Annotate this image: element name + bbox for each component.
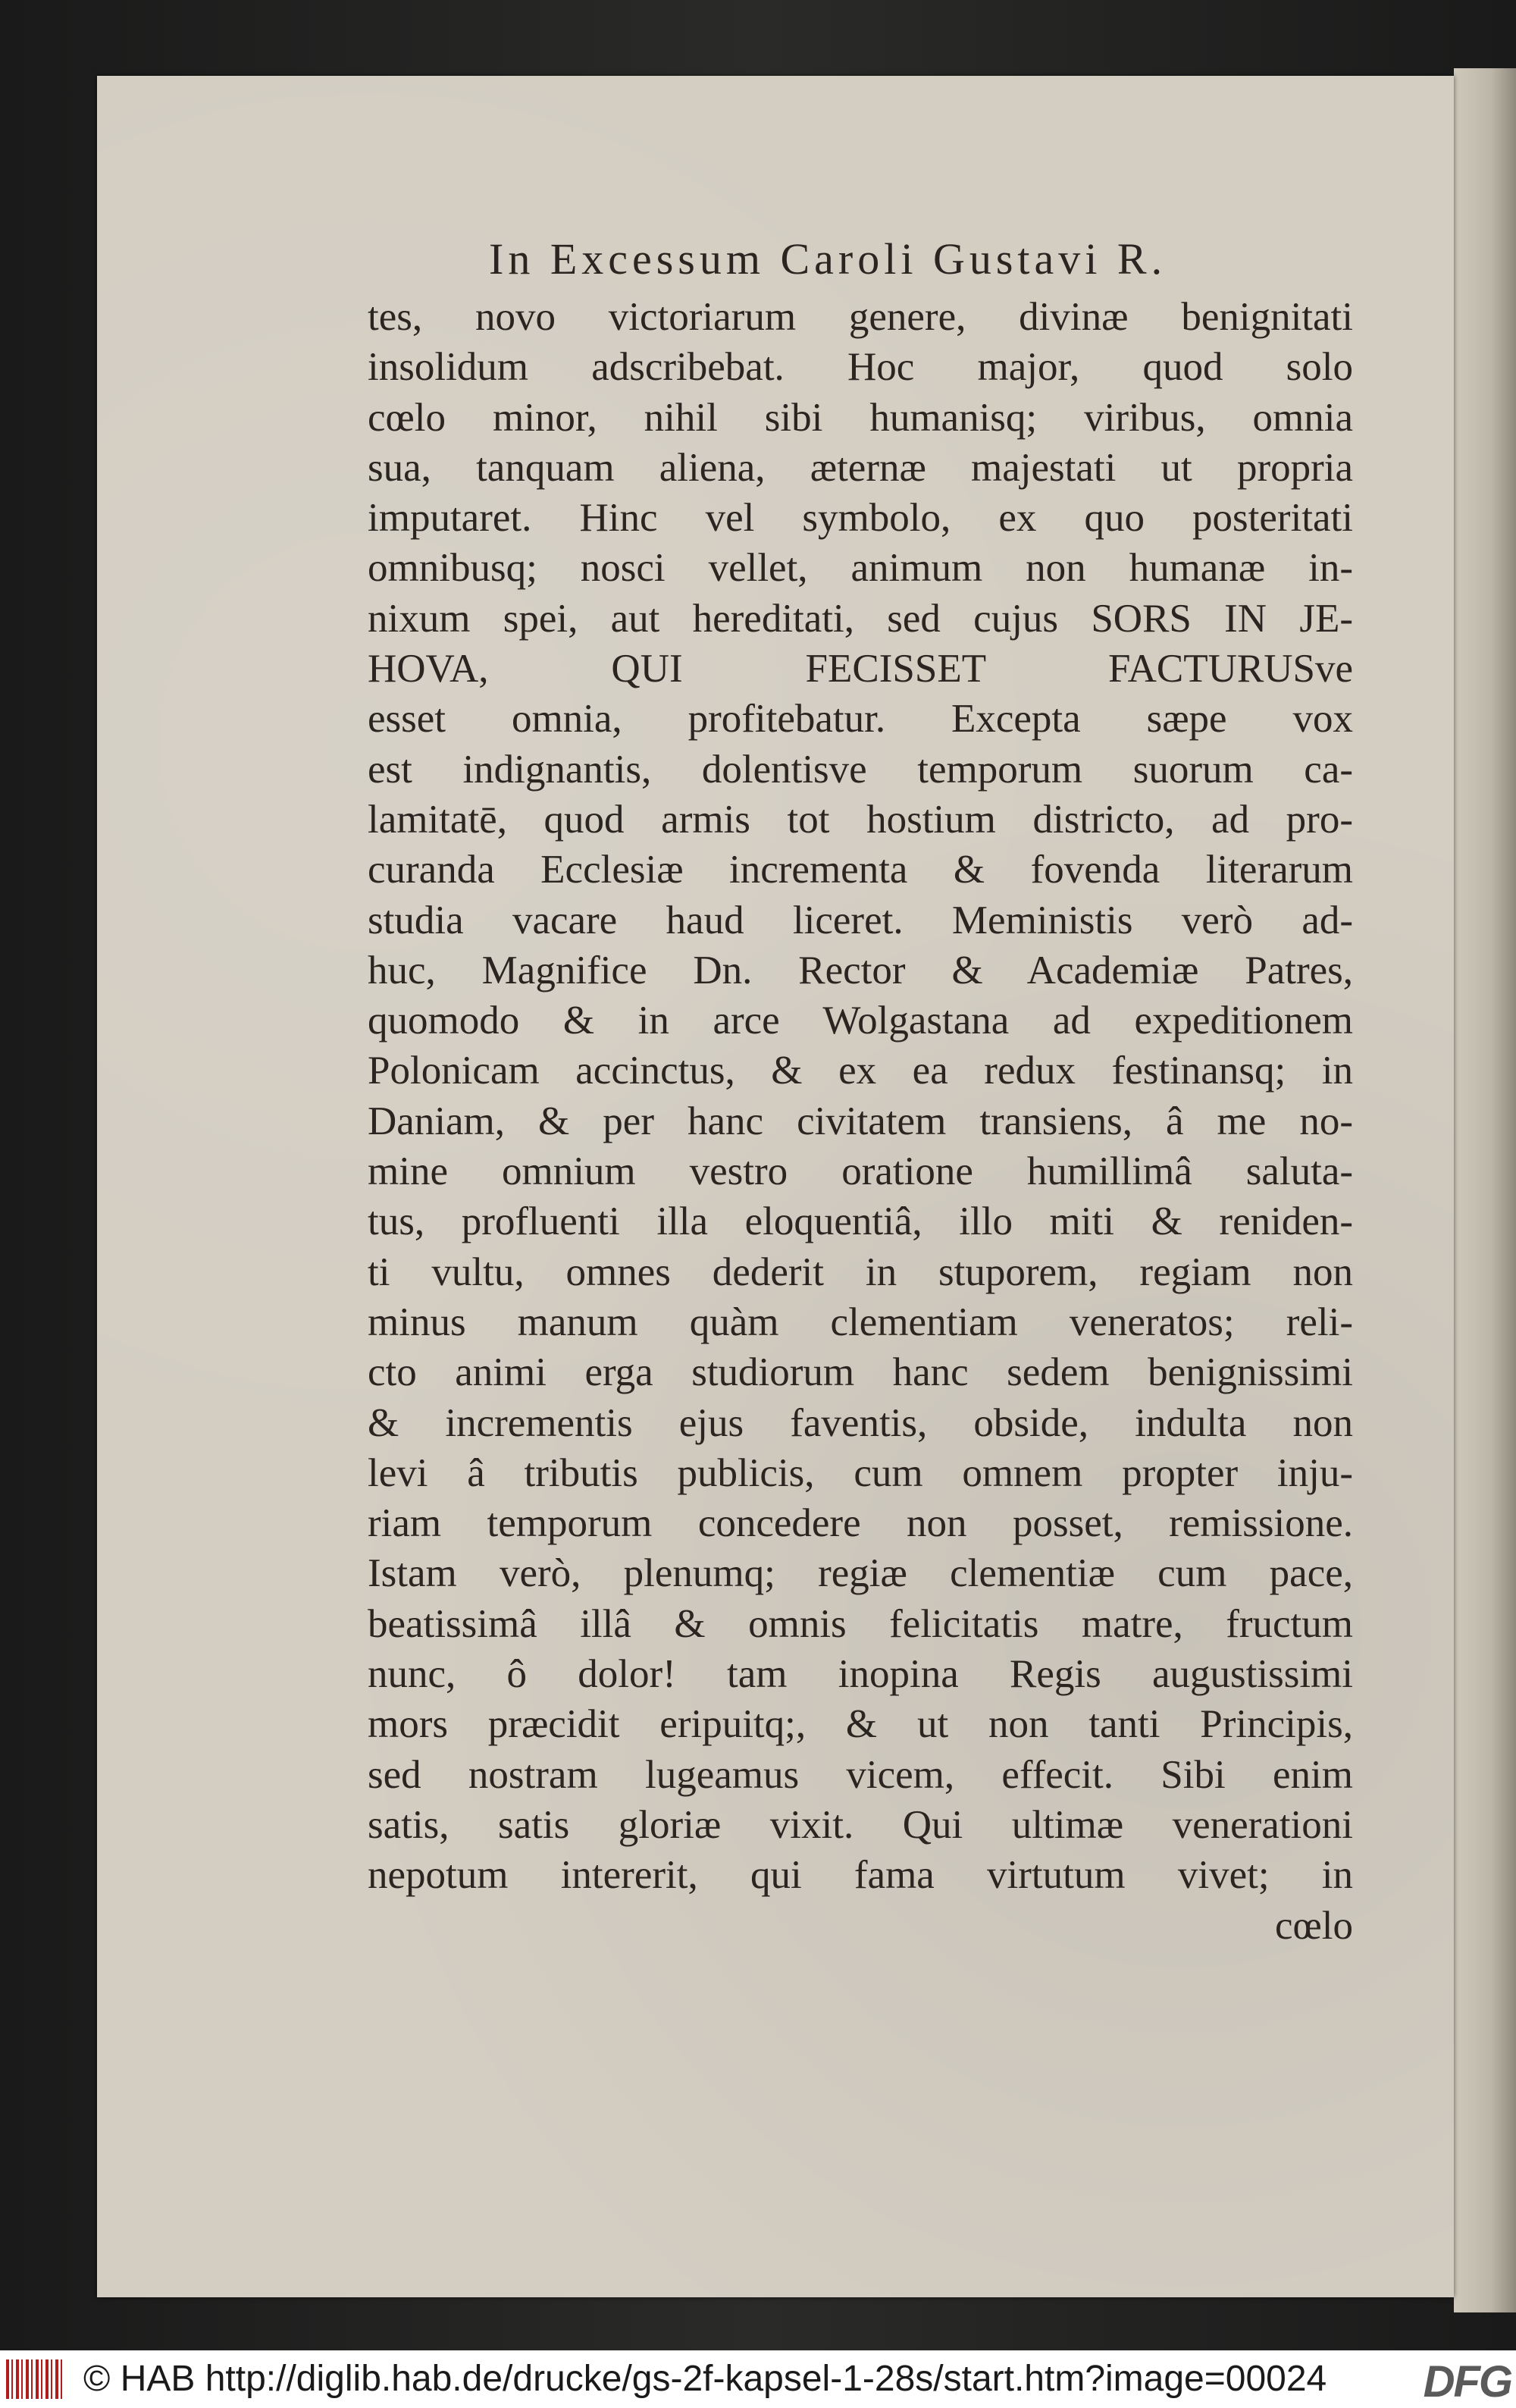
text-line: nepotum intererit, qui fama virtutum vivet; in (368, 1853, 1353, 1898)
text-line: sed nostram lugeamus vicem, effecit. Sibi enim (368, 1752, 1353, 1797)
text-line: mine omnium vestro oratione humillimâ saluta- (368, 1149, 1353, 1194)
text-line: cto animi erga studiorum hanc sedem benignissimi (368, 1350, 1353, 1395)
text-line: satis, satis gloriæ vixit. Qui ultimæ venerationi (368, 1802, 1353, 1847)
text-line: nunc, ô dolor! tam inopina Regis augustissimi (368, 1652, 1353, 1697)
copyright-link[interactable]: © HAB http://diglib.hab.de/drucke/gs-2f-kapsel-1-28s/start.htm?image=00024 (83, 2359, 1327, 2399)
text-line: studia vacare haud liceret. Meministis verò ad- (368, 898, 1353, 942)
footer-bar (0, 2350, 1516, 2408)
text-line: esset omnia, profitebatur. Excepta sæpe vox (368, 697, 1353, 742)
running-header: In Excessum Caroli Gustavi R. (489, 234, 1167, 284)
catchword: cœlo (1274, 1903, 1353, 1948)
text-line: sua, tanquam aliena, æternæ majestati ut propria (368, 445, 1353, 490)
text-line: levi â tributis publicis, cum omnem propter inju- (368, 1450, 1353, 1495)
next-page-edge (1454, 68, 1516, 2312)
text-line: imputaret. Hinc vel symbolo, ex quo posteritati (368, 496, 1353, 541)
text-line: nixum spei, aut hereditati, sed cujus SORS IN JE- (368, 596, 1353, 641)
text-line: minus manum quàm clementiam veneratos; reli- (368, 1300, 1353, 1344)
text-line: tus, profluenti illa eloquentiâ, illo miti & reniden- (368, 1199, 1353, 1244)
text-line: mors præcidit eripuitq;, & ut non tanti Principis, (368, 1702, 1353, 1747)
text-line: & incrementis ejus faventis, obside, indulta non (368, 1400, 1353, 1445)
text-line: est indignantis, dolentisve temporum suorum ca- (368, 747, 1353, 792)
text-line: riam temporum concedere non posset, remissione. (368, 1501, 1353, 1546)
dfg-logo: DFG (1419, 2356, 1511, 2407)
body-text (368, 292, 1353, 1951)
text-line: tes, novo victoriarum genere, divinæ benignitati (368, 295, 1353, 339)
text-line: curanda Ecclesiæ incrementa & fovenda literarum (368, 848, 1353, 892)
text-line: quomodo & in arce Wolgastana ad expeditionem (368, 999, 1353, 1043)
text-line: cœlo minor, nihil sibi humanisq; viribus, omnia (368, 395, 1353, 440)
text-line: ti vultu, omnes dederit in stuporem, regiam non (368, 1249, 1353, 1294)
text-line: Daniam, & per hanc civitatem transiens, â me no- (368, 1099, 1353, 1143)
text-line: Polonicam accinctus, & ex ea redux festinansq; in (368, 1049, 1353, 1093)
text-line: Istam verò, plenumq; regiæ clementiæ cum pace, (368, 1551, 1353, 1596)
text-line: HOVA, QUI FECISSET FACTURUSve (368, 647, 1353, 691)
text-line: huc, Magnifice Dn. Rector & Academiæ Patres, (368, 948, 1353, 992)
barcode-icon (6, 2359, 64, 2399)
text-line: insolidum adscribebat. Hoc major, quod solo (368, 345, 1353, 390)
text-line: omnibusq; nosci vellet, animum non humanæ in- (368, 546, 1353, 591)
text-line: beatissimâ illâ & omnis felicitatis matre, fructum (368, 1601, 1353, 1646)
text-line: lamitatē, quod armis tot hostium districto, ad pro- (368, 797, 1353, 842)
